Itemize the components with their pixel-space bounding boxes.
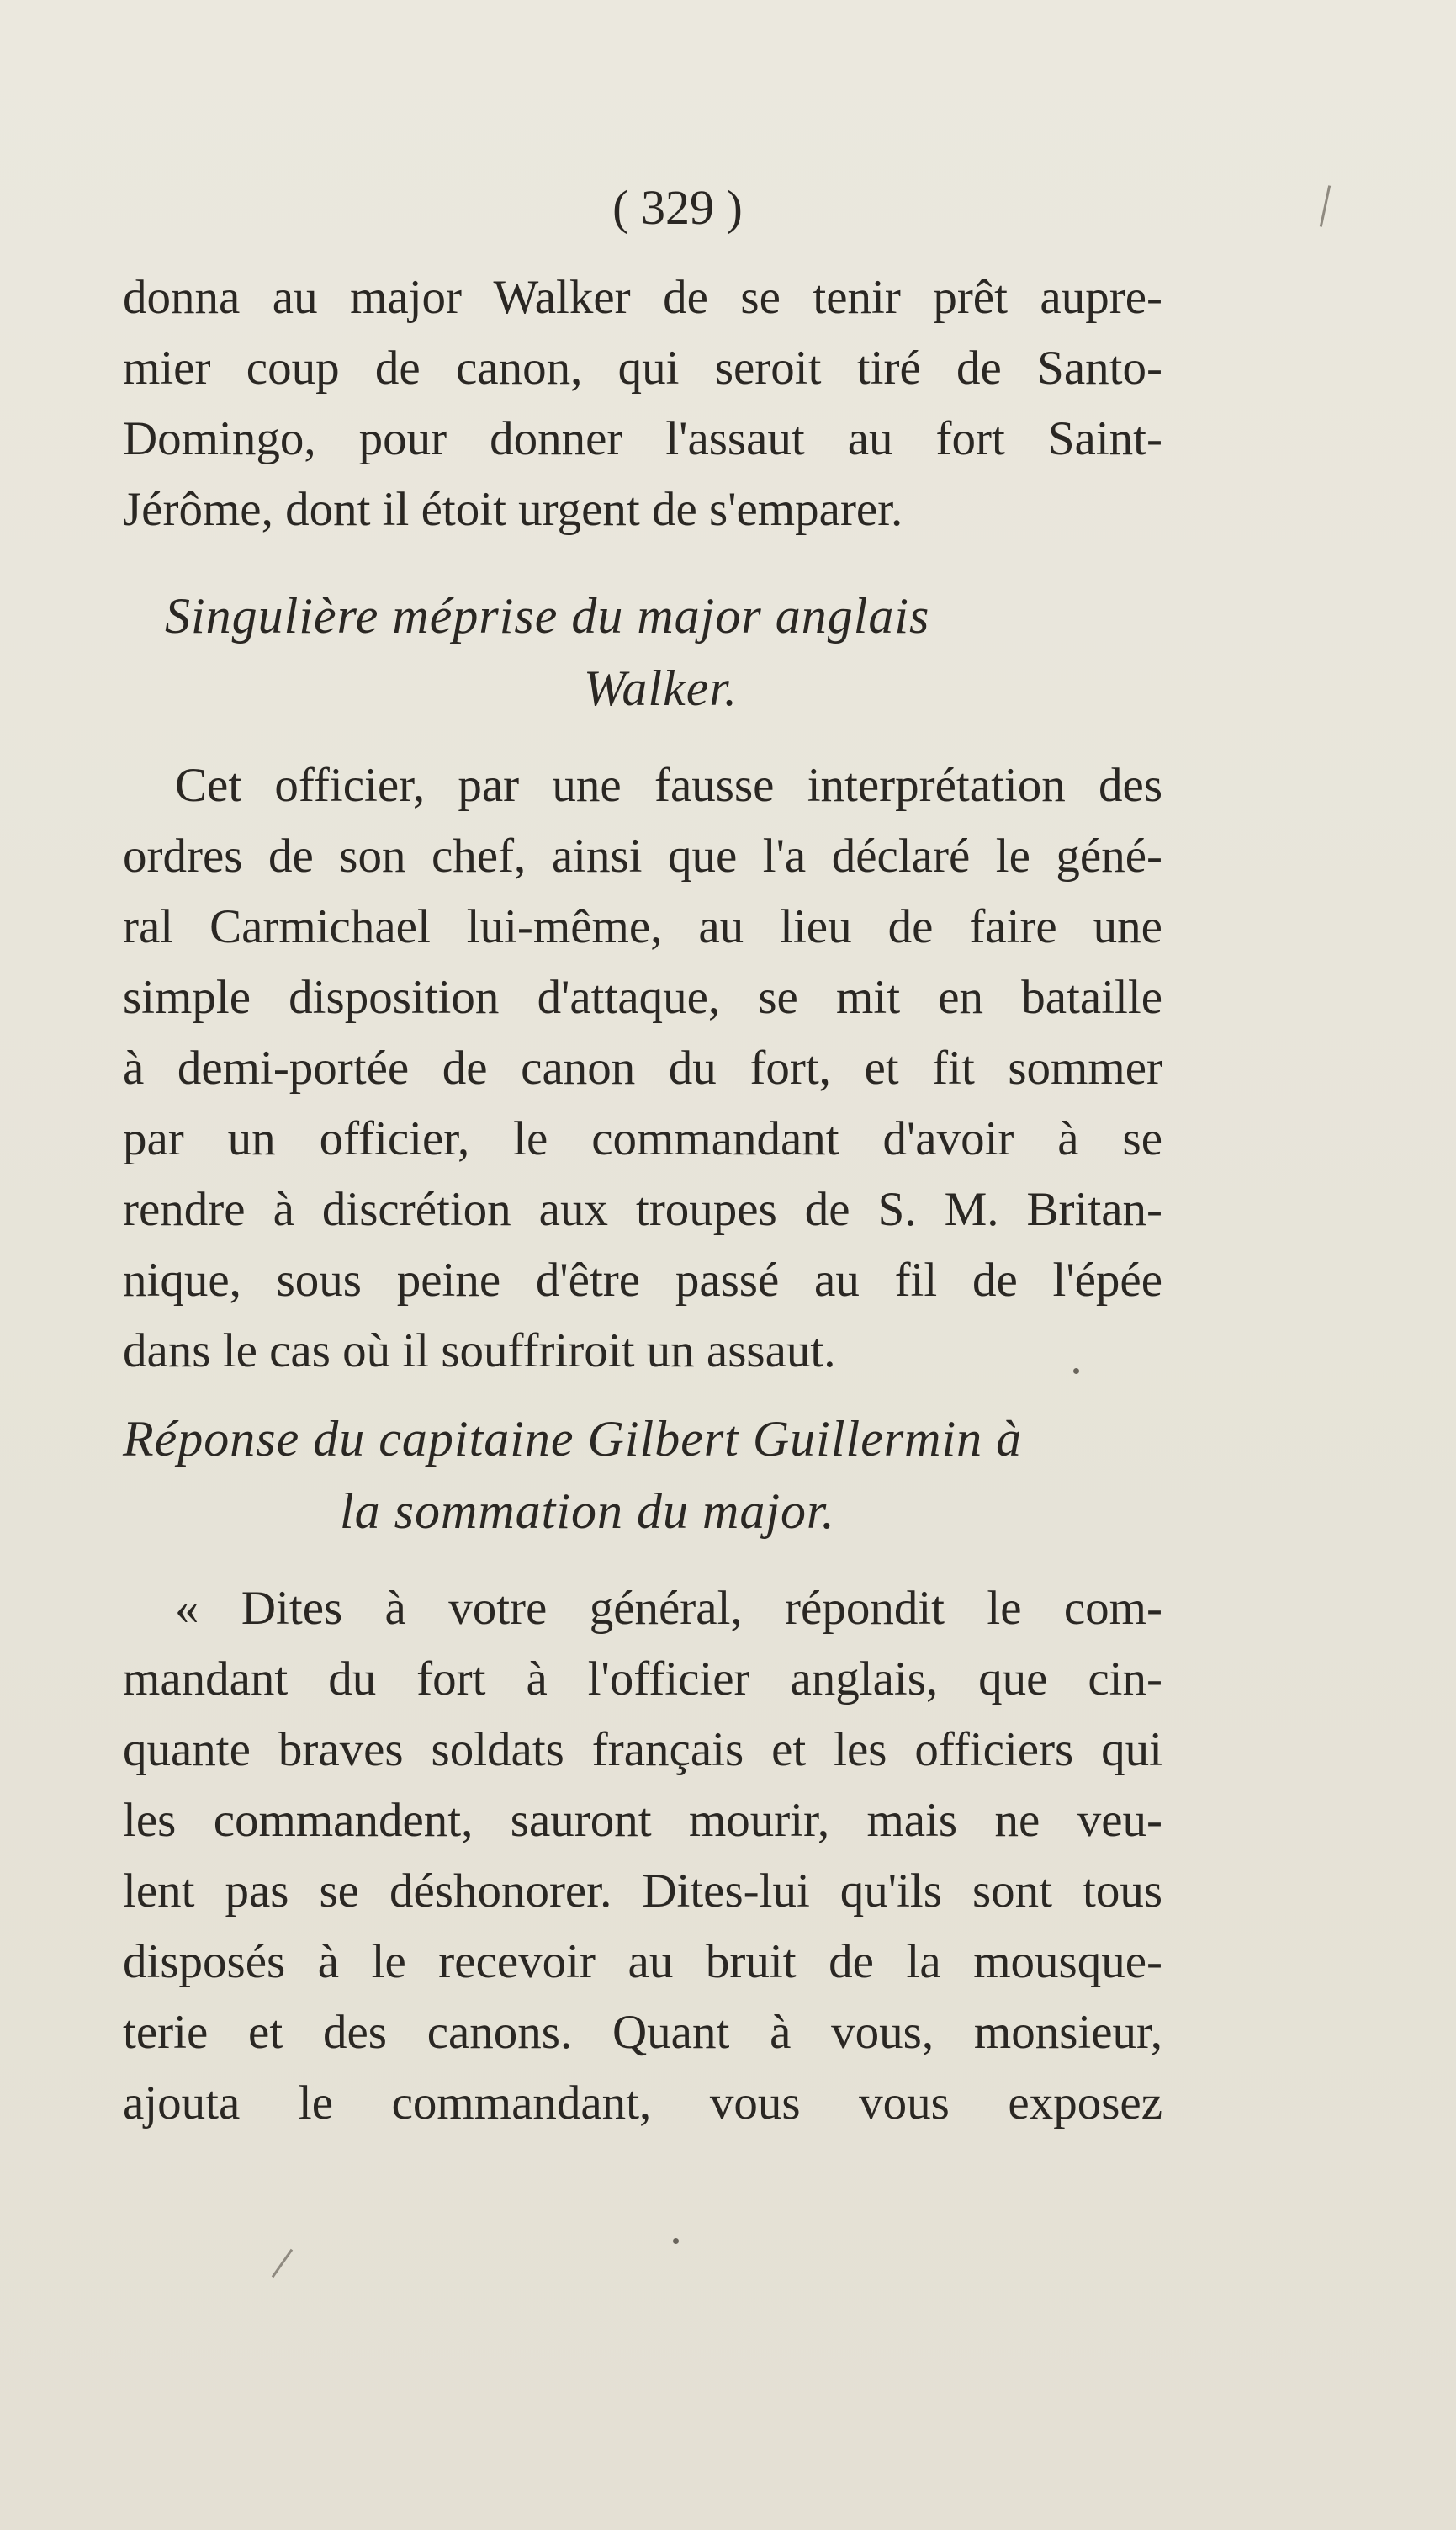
paragraph-1-line: Domingo, pour donner l'assaut au fort Saint- [123,412,1162,465]
paragraph-3-line: « Dites à votre général, répondit le com- [175,1582,1162,1635]
paragraph-2-line: à demi-portée de canon du fort, et fit sommer [123,1042,1162,1095]
paragraph-3 [123,1573,1162,2139]
paragraph-2-line: ordres de son chef, ainsi que l'a déclaré le géné- [123,830,1162,883]
paragraph-2-line: Cet officier, par une fausse interprétation des [175,759,1162,812]
paragraph-2-line: simple disposition d'attaque, se mit en bataille [123,971,1162,1024]
paragraph-3-line: quante braves soldats français et les officiers qui [123,1723,1162,1776]
section-heading-1-line-1: Singulière méprise du major anglais [165,588,930,644]
paragraph-3-line: disposés à le recevoir au bruit de la mousque- [123,1935,1162,1988]
paragraph-1-line: mier coup de canon, qui seroit tiré de Santo- [123,342,1162,395]
section-heading-2-line-2: la sommation du major. [340,1483,835,1539]
page-number: ( 329 ) [612,180,743,235]
paragraph-3-line: les commandent, sauront mourir, mais ne veu- [123,1794,1162,1847]
paragraph-2-line: dans le cas où il souffriroit un assaut. [123,1324,836,1377]
paragraph-3-line: mandant du fort à l'officier anglais, que cin- [123,1652,1162,1705]
paragraph-2-line: nique, sous peine d'être passé au fil de l'épée [123,1254,1162,1307]
paragraph-1-line: donna au major Walker de se tenir prêt aupre- [123,271,1162,324]
paper-speck [1073,1368,1079,1374]
paragraph-3-line: lent pas se déshonorer. Dites-lui qu'ils sont tous [123,1864,1162,1917]
paragraph-2-line: par un officier, le commandant d'avoir à se [123,1112,1162,1165]
paragraph-3-line: terie et des canons. Quant à vous, monsieur, [123,2006,1162,2059]
section-heading-1-line-2: Walker. [583,660,739,716]
paragraph-2-line: ral Carmichael lui-même, au lieu de faire une [123,900,1162,953]
paper-speck [673,2238,679,2244]
paragraph-3-line: ajouta le commandant, vous vous exposez [123,2077,1162,2130]
paragraph-1 [123,263,1162,545]
paragraph-2-line: rendre à discrétion aux troupes de S. M. Britan- [123,1183,1162,1236]
paragraph-2 [123,751,1162,1387]
section-heading-2-line-1: Réponse du capitaine Gilbert Guillermin à [123,1411,1023,1467]
paper-scratch-mark [272,2249,293,2278]
paragraph-1-line: Jérôme, dont il étoit urgent de s'emparer. [123,483,903,536]
